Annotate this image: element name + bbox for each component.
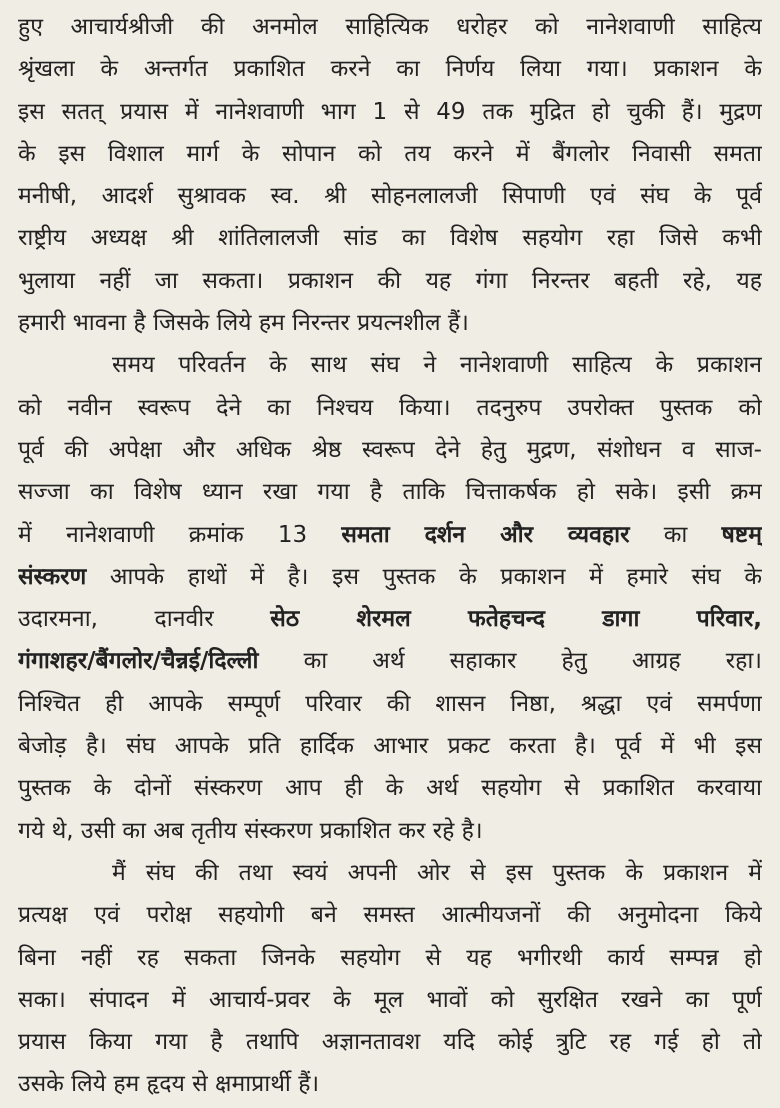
text: बिना नहीं रह सकता जिनके सहयोग से यह भगीरथी कार्य सम्पन्न हो [18,944,762,971]
text: हमारी भावना है जिसके लिये हम निरन्तर प्रयत्नशील हैं। [18,310,469,337]
text: उसके लिये हम हृदय से क्षमाप्रार्थी हैं। [18,1071,320,1098]
book-title: समता दर्शन और व्यवहार [341,521,630,548]
text: प्रत्यक्ष एवं परोक्ष सहयोगी बने समस्त आत्मीयजनों की अनुमोदना किये [18,902,762,929]
text-line [18,429,762,471]
text: का अर्थ सहाकार हेतु आग्रह रहा। [258,648,762,675]
text: आपके हाथों में है। इस पुस्तक के प्रकाशन में हमारे संघ के [86,563,762,590]
text: उदारमना, दानवीर [18,606,271,633]
text-line [18,260,762,302]
text-line [18,387,762,429]
text-line [18,217,762,259]
donor-name: सेठ शेरमल फतेहचन्द डागा परिवार, [270,606,762,633]
text-line [18,6,762,48]
text-line [18,640,762,682]
text-line [18,683,762,725]
text: इस सतत् प्रयास में नानेशवाणी भाग 1 से 49 तक मुद्रित हो चुकी हैं। मुद्रण [18,98,762,125]
text-line [18,767,762,809]
text: समय परिवर्तन के साथ संघ ने नानेशवाणी साहित्य के प्रकाशन [112,352,762,379]
text-line [18,302,762,344]
edition-label: षष्टम् [721,521,762,548]
text: के इस विशाल मार्ग के सोपान को तय करने में बैंगलोर निवासी समता [18,140,762,167]
text: गये थे, उसी का अब तृतीय संस्करण प्रकाशित कर रहे है। [18,817,483,844]
text-line [18,133,762,175]
text: पुस्तक के दोनों संस्करण आप ही के अर्थ सहयोग से प्रकाशित करवाया [18,775,762,802]
text-line [18,894,762,936]
donor-cities: गंगाशहर/बैंगलोर/चैन्नई/दिल्ली [18,648,259,675]
text: सज्जा का विशेष ध्यान रखा गया है ताकि चित्ताकर्षक हो सके। इसी क्रम [18,479,762,506]
text-line [18,471,762,513]
text-line [18,979,762,1021]
text: भुलाया नहीं जा सकता। प्रकाशन की यह गंगा निरन्तर बहती रहे, यह [18,267,762,294]
text: प्रयास किया गया है तथापि अज्ञानतावश यदि कोई त्रुटि रह गई हो तो [18,1029,762,1056]
text-line [18,1021,762,1063]
text: का [629,521,722,548]
text: पूर्व की अपेक्षा और अधिक श्रेष्ठ स्वरूप देने हेतु मुद्रण, संशोधन व साज- [18,436,762,463]
text: को नवीन स्वरूप देने का निश्चय किया। तदनुरुप उपरोक्त पुस्तक को [18,394,762,421]
text-line [18,175,762,217]
text-line [18,810,762,852]
text: बेजोड़ है। संघ आपके प्रति हार्दिक आभार प्रकट करता है। पूर्व में भी इस [18,733,762,760]
edition-label: संस्करण [18,563,87,590]
document-page [18,6,762,1106]
text: मनीषी, आदर्श सुश्रावक स्व. श्री सोहनलालजी सिपाणी एवं संघ के पूर्व [18,183,762,210]
text-line [18,1063,762,1105]
text: सका। संपादन में आचार्य-प्रवर के मूल भावों को सुरक्षित रखने का पूर्ण [18,986,762,1013]
text: निश्चित ही आपके सम्पूर्ण परिवार की शासन निष्ठा, श्रद्धा एवं समर्पणा [18,690,762,717]
text-line [18,852,762,894]
text-line [18,48,762,90]
text: राष्ट्रीय अध्यक्ष श्री शांतिलालजी सांड का विशेष सहयोग रहा जिसे कभी [18,225,762,252]
text: श्रृंखला के अन्तर्गत प्रकाशित करने का निर्णय लिया गया। प्रकाशन के [18,56,762,83]
text-line [18,556,762,598]
text-line [18,91,762,133]
text-line [18,937,762,979]
text: मैं संघ की तथा स्वयं अपनी ओर से इस पुस्तक के प्रकाशन में [112,859,762,886]
text: हुए आचार्यश्रीजी की अनमोल साहित्यिक धरोहर को नानेशवाणी साहित्य [18,14,762,40]
text-line [18,725,762,767]
text-line [18,514,762,556]
text-line [18,598,762,640]
text: में नानेशवाणी क्रमांक 13 [18,521,342,548]
text-line [18,344,762,386]
